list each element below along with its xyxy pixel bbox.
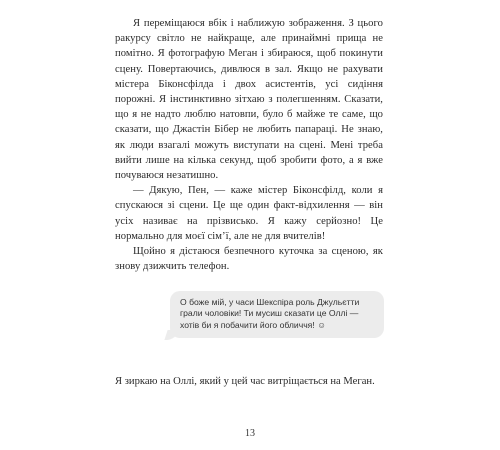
message-text: О боже мій, у часи Шекспіра роль Джульєтти грали чоловіки! Ти мусиш сказати це Оллі — хотів би я побачити його обличчя! ☺ (180, 297, 360, 330)
paragraph-2: — Дякую, Пен, — каже містер Біконсфілд, коли я спускаюся зі сцени. Це ще один факт-відхилення — він усіх називає на прізвисько. Я кажу серйозно! Це нормально для моєї сім’ї, але не для вчителів! (115, 185, 383, 242)
text-message-bubble (170, 291, 384, 338)
body-text (115, 16, 383, 274)
page-number: 13 (245, 428, 255, 439)
message-bubble-tail (164, 330, 179, 340)
paragraph-1: Я переміщаюся вбік і наближую зображення. З цього ракурсу світло не найкраще, але принаймні прища не помітно. Я фотографую Меган і збираюся, щоб покинути сцену. Повертаючись, дивлюся в зал. Якщо не рахувати містера Біконсфілда і двох асистентів, усі сидіння порожні. Я інстинктивно зітхаю з полегшенням. Сказати, що я не надто люблю натовпи, було б майже те саме, що сказати, що Джастін Бібер не любить папараці. Не знаю, як люди взагалі можуть виступати на сцені. Мені треба вийти лише на кілька секунд, щоб зробити фото, а я вже почуваюся незатишно. (115, 18, 383, 182)
paragraph-3: Щойно я дістаюся безпечного куточка за сценою, як знову дзижчить телефон. (115, 246, 383, 273)
closing-paragraph: Я зиркаю на Оллі, який у цей час витріщається на Меган. (115, 376, 375, 387)
